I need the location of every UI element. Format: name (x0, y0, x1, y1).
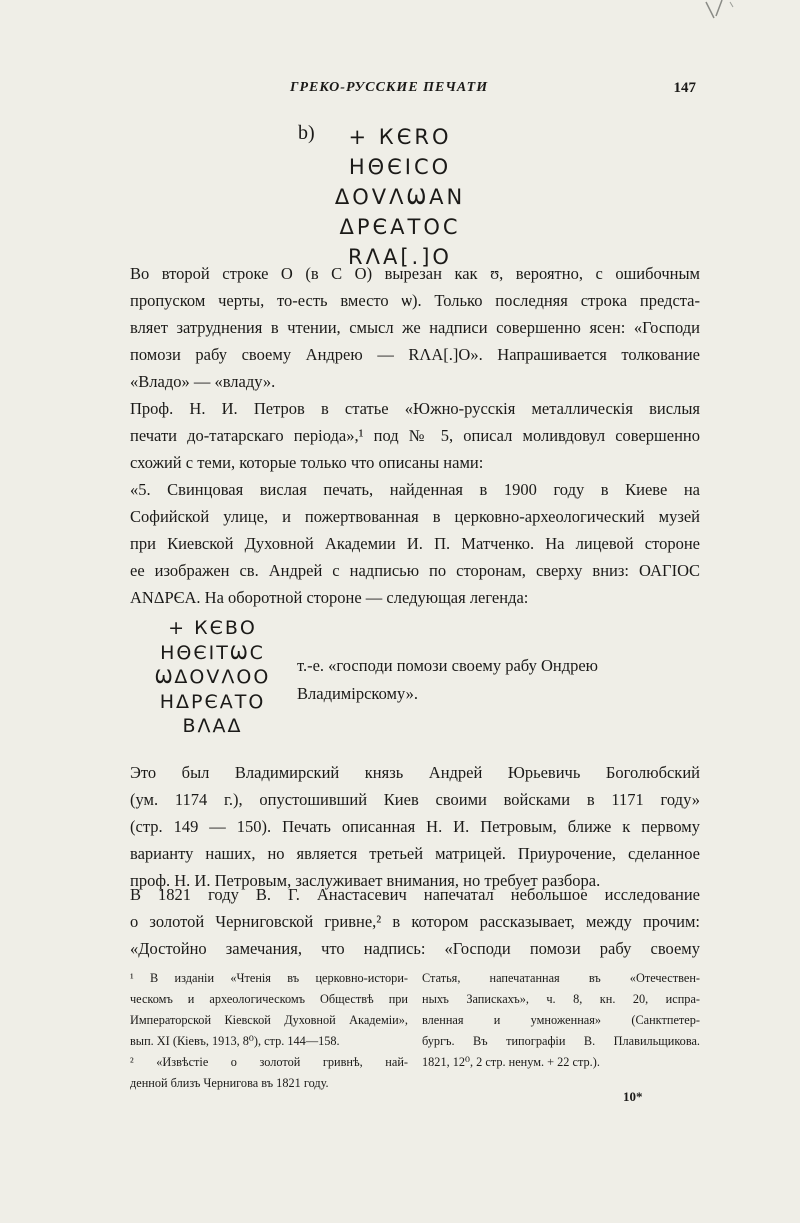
footnotes-left-column (130, 968, 408, 1094)
legend-block (145, 616, 705, 746)
text-line: «5. Свинцовая вислая печать, найденная в 1900 году в Киеве на (130, 480, 700, 499)
footnote-line: вып. XI (Кіевъ, 1913, 8⁰), стр. 144—158. (130, 1034, 340, 1048)
inscription-b (260, 122, 520, 272)
footnote-line: Статья, напечатанная въ «Отечествен- (422, 971, 700, 985)
text-line: В 1821 году В. Г. Анастасевич напечатал небольшое исследование (130, 885, 700, 904)
footnote-line: ческомъ и археологическомъ Обществѣ при (130, 992, 408, 1006)
footnote-line: денной близъ Чернигова въ 1821 году. (130, 1076, 329, 1090)
text-line: «Владо» — «владу». (130, 372, 276, 391)
text-line: ее изображен св. Андрей с надписью по сторонам, сверху вниз: ΟΑΓΙΟС (130, 561, 700, 580)
footnote-line: ¹ В изданіи «Чтенія въ церковно-истори- (130, 971, 408, 985)
text-line: Проф. Н. И. Петров в статье «Южно-русскія металлическія вислыя (130, 399, 700, 418)
footnotes-right-column (422, 968, 700, 1073)
legend-line: ѠΔΟVΛΟΟ (154, 666, 271, 688)
text-line: вляет затруднения в чтении, смысл же надписи совершенно ясен: «Господи (130, 318, 700, 337)
text-line: проф. Н. И. Петровым, заслуживает внимания, но требует разбора. (130, 871, 601, 890)
paragraph-5 (130, 881, 700, 962)
text-line: варианту наших, но является третьей матрицей. Приурочение, сделанное (130, 844, 700, 863)
text-line: о золотой Черниговской гривне,² в котором рассказывает, между прочим: (130, 912, 700, 931)
page-number: 147 (673, 80, 696, 96)
text-line: Софийской улице, и пожертвованная в церковно-археологический музей (130, 507, 700, 526)
legend-inscription (145, 616, 280, 739)
text-line: печати до-татарскаго періода»,¹ под № 5, описал моливдовул совершенно (130, 426, 700, 445)
text-line: «Достойно замечания, что надпись: «Господи помози рабу своему (130, 939, 700, 958)
footnote-line: ² «Извѣстіе о золотой гривнѣ, най- (130, 1055, 408, 1069)
text-line: помози рабу своему Андрею — RΛΑ[.]O». Напрашивается толкование (130, 345, 700, 364)
scan-mark-icon (700, 0, 740, 28)
inscription-line: НΘЄΙСО (348, 155, 452, 179)
running-title: ГРЕКО-РУССКИЕ ПЕЧАТИ (290, 80, 489, 95)
inscription-line: ΔΟVΛѠΑΝ (334, 185, 466, 209)
footnote-line: Императорской Кіевской Духовной Академіи», (130, 1013, 408, 1027)
text-line: (стр. 149 — 150). Печать описанная Н. И. Петровым, ближе к первому (130, 817, 700, 836)
text-line: при Киевской Духовной Академии И. П. Матченко. На лицевой стороне (130, 534, 700, 553)
inscription-line: + КЄRO (348, 125, 452, 149)
legend-translation: т.-е. «господи помози своему рабу Ондрею Владимірскому». (297, 656, 598, 703)
text-line: ΑΝΔΡЄΑ. На оборотной стороне — следующая легенда: (130, 588, 529, 607)
footnote-line: ныхъ Запискахъ», ч. 8, кн. 20, испра- (422, 992, 700, 1006)
paragraph-1 (130, 260, 700, 395)
footnote-line: бургъ. Въ типографіи В. Плавильщикова. (422, 1034, 700, 1048)
text-line: (ум. 1174 г.), опустошивший Киев своими войсками в 1171 году» (130, 790, 700, 809)
text-line: схожий с теми, которые только что описаны нами: (130, 453, 484, 472)
text-line: Во второй строке O (в C O) вырезан как ʊ, вероятно, с ошибочным (130, 264, 700, 283)
paragraph-2 (130, 395, 700, 476)
footnote-line: вленная и умноженная» (Санктпетер- (422, 1013, 700, 1027)
inscription-line: ΔΡЄΑΤΟС (339, 215, 461, 239)
footnote-line: 1821, 12⁰, 2 стр. ненум. + 22 стр.). (422, 1055, 600, 1069)
text-line: Это был Владимирский князь Андрей Юрьевичь Боголюбский (130, 763, 700, 782)
signature-mark: 10* (623, 1089, 643, 1104)
page-header (130, 80, 700, 104)
paragraph-4 (130, 759, 700, 894)
inscription-marker: b) (298, 122, 315, 144)
legend-line: ВΛΑΔ (182, 715, 243, 737)
legend-line: + КЄВО (168, 617, 257, 639)
legend-line: НΘЄΙТѠС (160, 641, 265, 664)
legend-line: НΔΡЄΑΤΟ (159, 690, 266, 713)
paragraph-3 (130, 476, 700, 611)
inscription-line: RΛΑ[.]O (348, 245, 452, 269)
text-line: пропуском черты, то-есть вместо ѡ). Только последняя строка предста- (130, 291, 700, 310)
